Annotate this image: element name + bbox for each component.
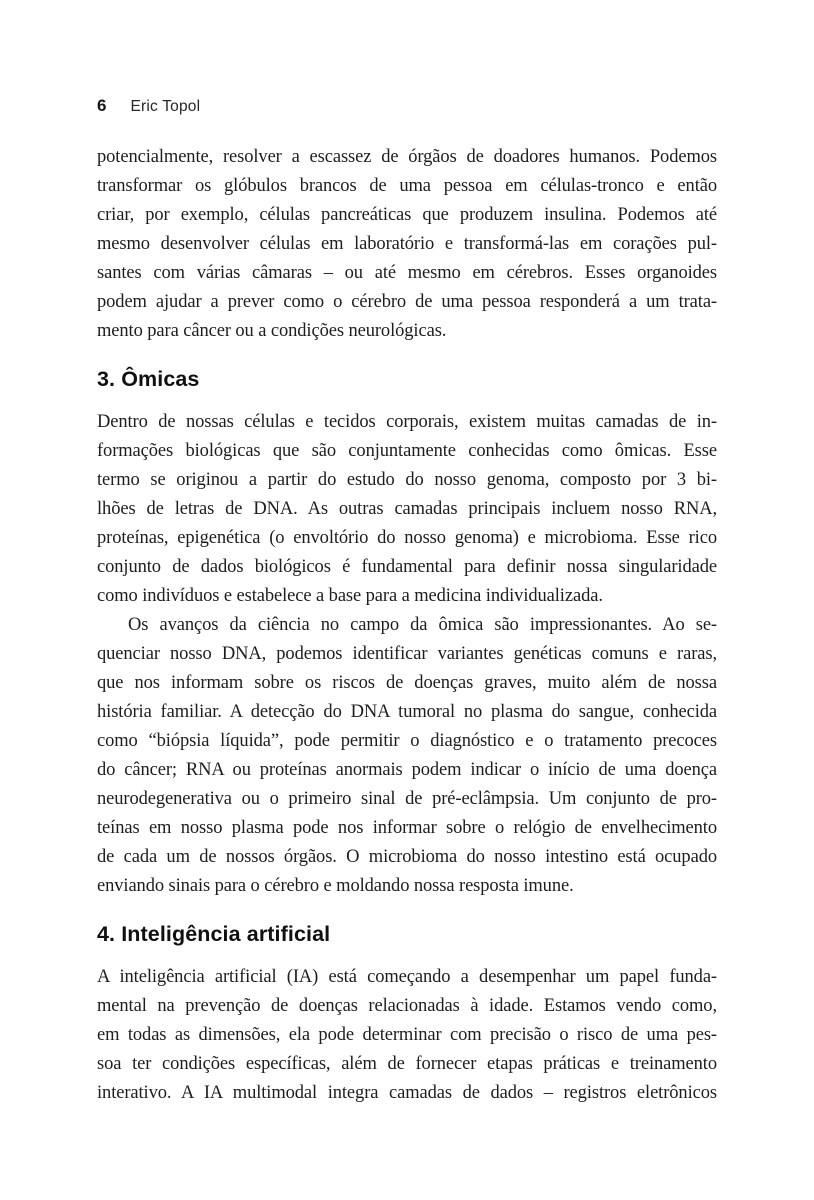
- text-line: potencialmente, resolver a escassez de órgãos de doadores humanos. Podemos: [97, 147, 717, 167]
- text-line: do câncer; RNA ou proteínas anormais podem indicar o início de uma doença: [97, 760, 717, 780]
- text-line: lhões de letras de DNA. As outras camadas principais incluem nosso RNA,: [97, 499, 717, 519]
- text-line: conjunto de dados biológicos é fundamental para definir nossa singularidade: [97, 557, 717, 577]
- text-line: mesmo desenvolver células em laboratório e transformá-las em corações pul-: [97, 234, 717, 254]
- text-line: interativo. A IA multimodal integra camadas de dados – registros eletrônicos: [97, 1083, 717, 1103]
- page-header: [97, 96, 717, 116]
- text-line: transformar os glóbulos brancos de uma pessoa em células-tronco e então: [97, 176, 717, 196]
- text-line: termo se originou a partir do estudo do nosso genoma, composto por 3 bi-: [97, 470, 717, 490]
- text-line: como indivíduos e estabelece a base para a medicina individualizada.: [97, 586, 603, 606]
- section-heading-inteligencia-artificial: 4. Inteligência artificial: [97, 922, 331, 946]
- text-line: Os avanços da ciência no campo da ômica são impressionantes. Ao se-: [128, 615, 717, 635]
- text-line: Dentro de nossas células e tecidos corporais, existem muitas camadas de in-: [97, 412, 717, 432]
- text-line: soa ter condições específicas, além de fornecer etapas práticas e treinamento: [97, 1054, 717, 1074]
- omics-paragraph-2: [97, 611, 717, 901]
- omics-paragraph-1: [97, 408, 717, 611]
- text-line: formações biológicas que são conjuntamente conhecidas como ômicas. Esse: [97, 441, 717, 461]
- text-line: santes com várias câmaras – ou até mesmo em cérebros. Esses organoides: [97, 263, 717, 283]
- text-line: quenciar nosso DNA, podemos identificar variantes genéticas comuns e raras,: [97, 644, 717, 664]
- ai-paragraph-1: [97, 963, 717, 1108]
- intro-paragraph: [97, 143, 717, 346]
- text-block: [97, 143, 717, 1108]
- text-line: podem ajudar a prever como o cérebro de uma pessoa responderá a um trata-: [97, 292, 717, 312]
- text-line: teínas em nosso plasma pode nos informar sobre o relógio de envelhecimento: [97, 818, 717, 838]
- text-line: neurodegenerativa ou o primeiro sinal de pré-eclâmpsia. Um conjunto de pro-: [97, 789, 717, 809]
- text-line: de cada um de nossos órgãos. O microbioma do nosso intestino está ocupado: [97, 847, 717, 867]
- text-line: enviando sinais para o cérebro e moldando nossa resposta imune.: [97, 876, 574, 896]
- text-line: história familiar. A detecção do DNA tumoral no plasma do sangue, conhecida: [97, 702, 717, 722]
- text-line: proteínas, epigenética (o envoltório do nosso genoma) e microbioma. Esse rico: [97, 528, 717, 548]
- text-line: mento para câncer ou a condições neurológicas.: [97, 321, 447, 341]
- text-line: como “biópsia líquida”, pode permitir o diagnóstico e o tratamento precoces: [97, 731, 717, 751]
- text-line: A inteligência artificial (IA) está começando a desempenhar um papel funda-: [97, 967, 717, 987]
- running-head-author: Eric Topol: [130, 98, 201, 115]
- text-line: que nos informam sobre os riscos de doenças graves, muito além de nossa: [97, 673, 717, 693]
- page-number: 6: [97, 96, 107, 115]
- text-line: mental na prevenção de doenças relacionadas à idade. Estamos vendo como,: [97, 996, 717, 1016]
- text-line: em todas as dimensões, ela pode determinar com precisão o risco de uma pes-: [97, 1025, 717, 1045]
- text-line: criar, por exemplo, células pancreáticas que produzem insulina. Podemos até: [97, 205, 717, 225]
- section-heading-omicas: 3. Ômicas: [97, 367, 200, 391]
